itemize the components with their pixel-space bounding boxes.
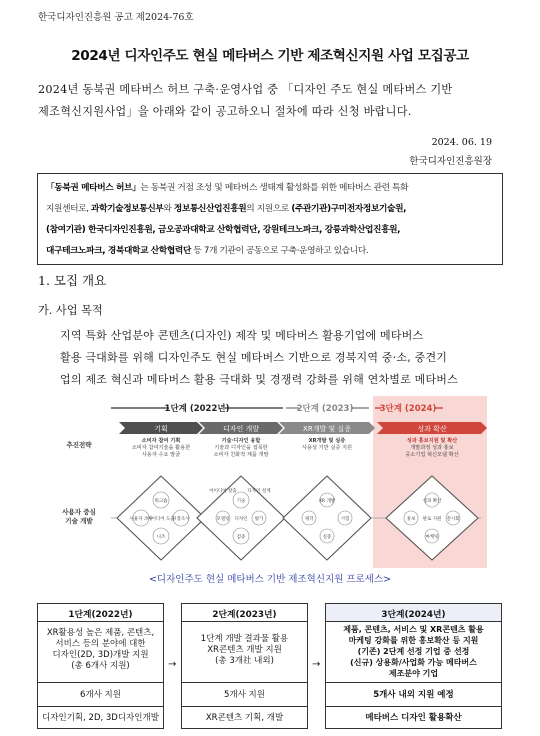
intro-text-line-2: 제조혁신지원사업」을 아래와 같이 공고하오니 절차에 따라 신청 바랍니다. (38, 105, 412, 118)
stage-2-body-line: 1단계 개발 결과물 활용 (200, 634, 289, 644)
stage-2-scope: XR콘텐츠 기획, 개발 (182, 706, 307, 728)
notice-text: 는 동북권 거점 조성 및 메타버스 생태계 활성화를 위한 메타버스 관련 특화 (140, 183, 409, 193)
stage-1-scope: 디자인기획, 2D, 3D디자인개발 (38, 706, 163, 728)
d2-node: 검증 (236, 535, 246, 540)
d3-node: 실증 (322, 535, 332, 540)
phase1-label: 1단계 (2022년) (164, 404, 230, 414)
issuer-name: 한국디자인진흥원장 (409, 156, 492, 167)
phase-arrows (111, 403, 443, 414)
d2-node: 평가 (254, 517, 264, 522)
stage-1-body-line: 디자인(2D, 3D)개발 지원 (52, 650, 149, 660)
chevron-2-label: 디자인 개발 (222, 425, 260, 433)
sub-2-line: 소비자 친화적 제품 개발 (213, 452, 269, 458)
purpose-line-1: 지역 특화 산업분야 콘텐츠(디자인) 제작 및 메타버스 활용기업에 메타버스 (60, 329, 424, 342)
stage-1-box (37, 603, 164, 729)
chevron-subtitles (132, 436, 459, 458)
announcement-date: 2024. 06. 19 (431, 137, 492, 148)
sub-4-line: 중소기업 혁신모델 확산 (405, 452, 459, 458)
d2-node: 디자인 설계 (247, 489, 271, 494)
notice-text: 와 (163, 204, 174, 214)
sub-3-line: 사용성 기반 실증 지원 (301, 445, 353, 451)
stage-3-body-line: (신규) 상용화/사업화 가능 메타버스 (350, 658, 477, 667)
arrow-right-icon: → (312, 659, 321, 670)
stage-1-body-line: 서비스 등의 분야에 대한 (55, 639, 146, 649)
d1-node: 니즈 (156, 535, 166, 540)
sub-2-line: 기술과 디자인을 접목한 (214, 445, 268, 451)
process-figure (51, 396, 491, 568)
diamond-3 (283, 476, 371, 560)
hub-name: 「동북권 메타버스 허브」 (46, 183, 141, 193)
stage-3-body-line: 제조분야 기업 (388, 669, 439, 678)
stage-1-title: 1단계(2022년) (38, 604, 163, 622)
lead-institution: (주관기관)구미전자정보기술원, (291, 204, 407, 214)
stage-3-body-line: 제품, 콘텐츠, 서비스 및 XR콘텐츠 활용 (343, 625, 484, 634)
d1-node: 아이디어 도출 (147, 517, 175, 522)
sub-4-title: 성과 홍보지원 및 확산 (406, 438, 458, 444)
notice-line-1 (46, 181, 408, 193)
stage-2-body-line: (총 3개社 내외) (215, 656, 274, 666)
purpose-line-2: 활용 극대화를 위해 디자인주도 현실 메타버스 기반으로 경북지역 중·소, 중견기 (60, 351, 448, 364)
d4-node: 홍보 (406, 517, 416, 522)
d1-node: 사용자 조사 (129, 517, 153, 522)
document-number: 한국디자인진흥원 공고 제2024-76호 (38, 12, 194, 23)
d2-node: 아이디어 창출 (209, 489, 237, 494)
chevron-3-label: XR개발 및 실증 (303, 425, 351, 433)
stage-1-body-line: XR활용성 높은 제품, 콘텐츠, (46, 628, 155, 638)
intro-text-line-1: 2024년 동북권 메타버스 허브 구축·운영사업 중 「디자인 주도 현실 메타버스 기반 (38, 83, 453, 96)
stage-3-scope: 메타버스 디자인 활용확산 (326, 706, 501, 728)
d3-node: XR 개발 (318, 499, 336, 504)
d4-node: 판로 지원 (422, 517, 442, 522)
stage-1-support: 6개사 지원 (38, 682, 163, 706)
stage-1-body-line: (총 6개사 지원) (71, 661, 130, 671)
agency-name: 정보통신산업진흥원 (173, 204, 247, 214)
notice-line-2 (46, 202, 406, 214)
d2-node: 디자인 (234, 517, 248, 522)
sub-4-line: 개발과정 성과 홍보 (410, 445, 454, 451)
diamond-1 (117, 476, 205, 560)
participating-institutions: (참여기관) 한국디자인진흥원, 금오공과대학교 산학협력단, 강원테크노파크, 강릉과학산업진흥원, (46, 225, 401, 235)
notice-box (37, 173, 503, 265)
stage-2-title: 2단계(2023년) (182, 604, 307, 622)
stage-3-body (326, 622, 501, 682)
row-label-strategy: 추진전략 (66, 441, 92, 449)
sub-1-line: 사용자 수요 발굴 (141, 452, 181, 458)
ministry-name: 과학기술정보통신부 (91, 204, 164, 214)
stage-3-title: 3단계(2024년) (326, 604, 501, 622)
sub-2-title: 기술·디자인 융합 (221, 438, 261, 444)
sub-1-line: 소비자 참여기술을 활용한 (131, 445, 191, 451)
d1-node: 시장조사 (172, 517, 190, 522)
figure-caption: <디자인주도 현실 메타버스 기반 제조혁신지원 프로세스> (148, 574, 392, 585)
chevron-1-label: 기획 (154, 425, 168, 433)
chevron-row (119, 422, 487, 434)
section-heading: 1. 모집 개요 (38, 273, 107, 288)
d4-node: 마케팅 (425, 535, 439, 540)
purpose-line-3: 업의 제조 혁신과 메타버스 활용 극대화 및 경쟁력 강화를 위해 연차별로 메타버스 (60, 373, 458, 386)
sub-1-title: 소비자 참여 기획 (141, 438, 181, 444)
page-title: 2024년 디자인주도 현실 메타버스 기반 제조혁신지원 사업 모집공고 (71, 48, 469, 64)
d2-node: 모델링 (216, 517, 230, 522)
sub-3-title: XR개발 및 실증 (308, 438, 346, 444)
phase3-label: 3단계 (2024) (379, 404, 437, 414)
stage-3-support: 5개사 내외 지원 예정 (326, 682, 501, 706)
d4-node: 성과 확산 (422, 499, 442, 504)
notice-line-4 (46, 244, 368, 256)
diamond-2 (197, 476, 285, 560)
stage-2-box (181, 603, 308, 729)
d3-node: 시험 (340, 517, 350, 522)
phase2-label: 2단계 (2023) (296, 404, 354, 414)
stage-3-box (325, 603, 502, 729)
d1-node: 워크숍 (154, 499, 168, 504)
row-label-tech: 기술 개발 (65, 517, 93, 525)
notice-text: 지원센터로, (46, 204, 92, 214)
stage-3-body-line: (기존) 2단계 선정 기업 중 선정 (357, 647, 470, 656)
row-label-user: 사용자 중심 (62, 508, 96, 516)
stage-1-body (38, 622, 163, 682)
participating-institutions: 대구테크노파크, 경북대학교 산학협력단 (46, 246, 192, 256)
notice-text: 의 지원으로 (246, 204, 292, 214)
stage-3-body-line: 마케팅 강화를 위한 홍보확산 등 지원 (348, 636, 479, 645)
arrow-right-icon: → (168, 659, 177, 670)
notice-text: 등 7개 기관이 공동으로 구축·운영하고 있습니다. (191, 246, 369, 256)
d4-node: 전시회 (446, 517, 460, 522)
stage-2-body-line: XR콘텐츠 개발 지원 (207, 645, 282, 655)
d2-node: 기술 (236, 499, 246, 504)
stage-2-body (182, 622, 307, 682)
subsection-heading: 가. 사업 목적 (38, 304, 103, 317)
stage-2-support: 5개사 지원 (182, 682, 307, 706)
d3-node: 제작 (304, 517, 314, 522)
notice-line-3 (46, 223, 400, 235)
chevron-4-label: 성과 확산 (417, 425, 447, 433)
